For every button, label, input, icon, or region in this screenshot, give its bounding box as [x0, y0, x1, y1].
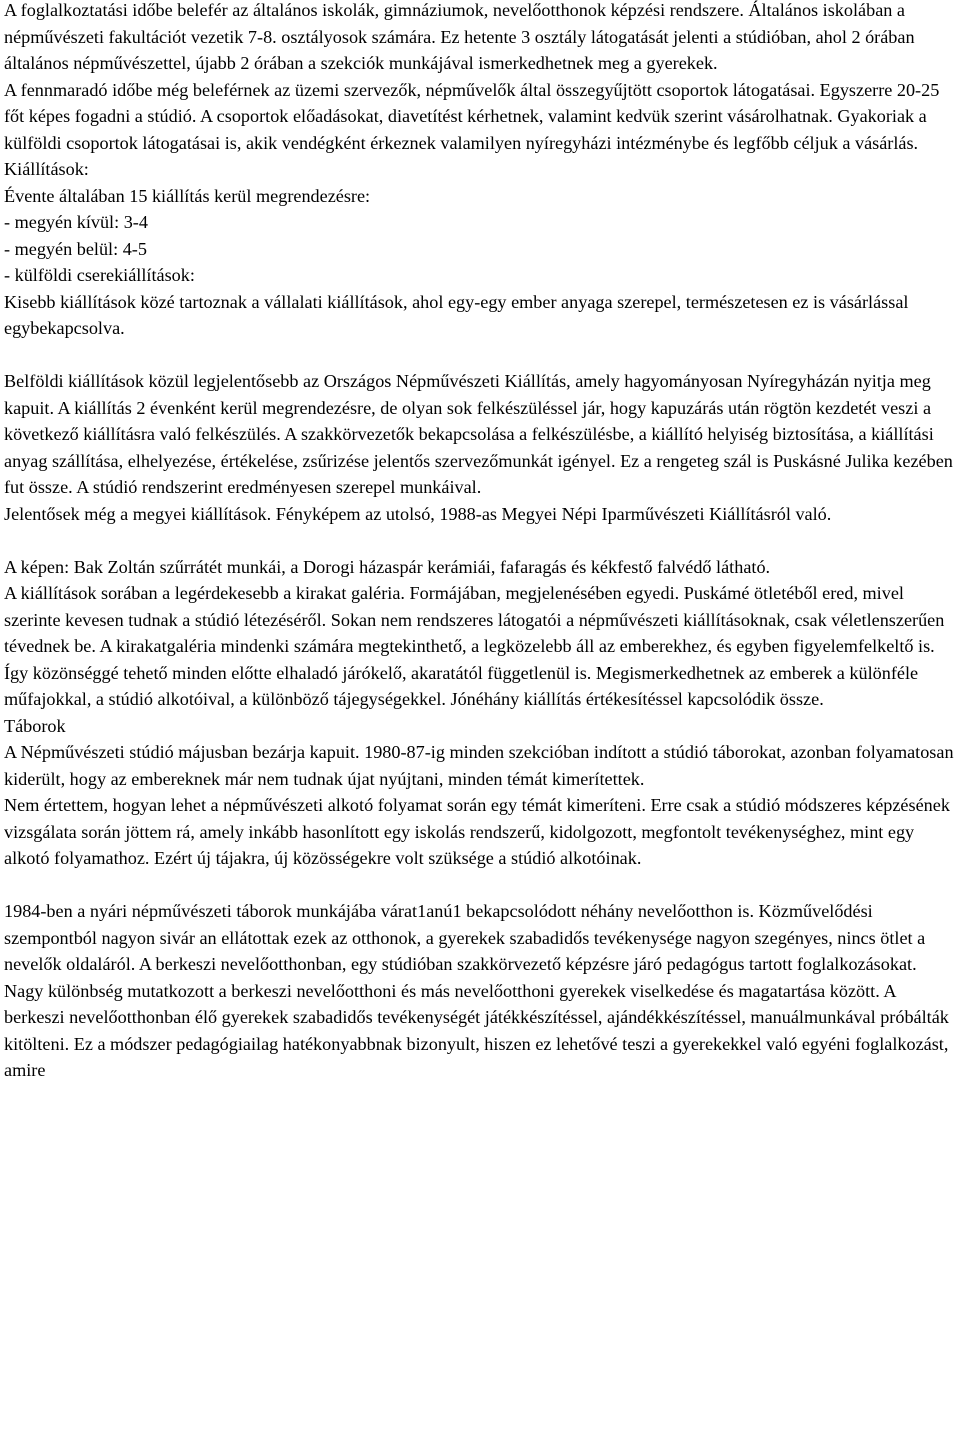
paragraph-megyei-kiallitasok: Jelentősek még a megyei kiállítások. Fényképem az utolsó, 1988-as Megyei Népi Iparművészeti Kiállításról való.: [4, 503, 832, 524]
paragraph-majusban-bezarja: A Népművészeti stúdió májusban bezárja kapuit. 1980-87-ig minden szekcióban indított a stúdió táborokat, azonban folyamatosan kiderült, hogy az embereknek már nem tudnak újat nyújtani, minden témát kimerítettek.: [4, 742, 954, 789]
list-item-megyen-belul: - megyén belül: 4-5: [4, 238, 147, 259]
paragraph-spacer: [4, 872, 958, 899]
paragraph-1984-ben: 1984-ben a nyári népművészeti táborok munkájába várat1anú1 bekapcsolódott néhány nevelőotthon is. Közművelődési szempontból nagyon sivár an ellátottak ezek az otthonok, a gyerekek szabadidős tevékenysége nagyon szegényes, nincs ötlet a nevelők oldaláról. A berkeszi nevelőotthonban, egy stúdióban szakkörvezető képzésre járó pedagógus tartott foglalkozásokat. Nagy különbség mutatkozott a berkeszi nevelőotthoni és más nevelőotthoni gyerekek viselkedése és magatartása között. A berkeszi nevelőotthonban élő gyerekek szabadidős tevékenységét játékkészítéssel, ajándékkészítéssel, manuálmunkával próbálták kitölteni. Ez a módszer pedagógiailag hatékonyabbnak bizonyult, hiszen ez lehetővé teszi a gyerekekkel való egyéni foglalkozást, amire: [4, 901, 949, 1080]
paragraph-kisebb-kiallitasok: Kisebb kiállítások közé tartoznak a vállalati kiállítások, ahol egy-egy ember anyaga szerepel, természetesen ez is vásárlással egybekapcsolva.: [4, 291, 909, 338]
paragraph-nem-ertettem: Nem értettem, hogyan lehet a népművészeti alkotó folyamat során egy témát kimeríteni. Erre csak a stúdió módszeres képzésének vizsgálata során jöttem rá, amely inkább hasonlított egy iskolás rendszerű, kidolgozott, megfontolt tevékenységhez, mint egy alkotó folyamathoz. Ezért új tájakra, új közösségekre volt szüksége a stúdió alkotóinak.: [4, 795, 950, 868]
list-item-megyen-kivul: - megyén kívül: 3-4: [4, 212, 148, 232]
paragraph-kirakat-galeria: A kiállítások sorában a legérdekesebb a kirakat galéria. Formájában, megjelenésében egyedi. Puskámé ötletéből ered, mivel szerinte kevesen tudnak a stúdió létezéséről. Sokan nem rendszeres látogatói a népművészeti kiállításoknak, csak véletlenszerűen tévednek be. A kirakatgaléria mindenki számára megtekinthető, a legközelebb áll az emberekhez, és egyben figyelemfelkeltő is. Így közönséggé tehető minden előtte elhaladó járókelő, akaratától függetlenül is. Megismerkedhetnek az emberek a különféle műfajokkal, a stúdió alkotóival, a különböző tájegységekkel. Jónéhány kiállítás értékesítéssel kapcsolódik össze.: [4, 583, 945, 709]
heading-kiallitasok: Kiállítások:: [4, 159, 89, 179]
line-evente-kiallitas: Évente általában 15 kiállítás kerül megrendezésre:: [4, 185, 371, 206]
paragraph-belfoldi-kiallitasok: Belföldi kiállítások közül legjelentősebb az Országos Népművészeti Kiállítás, amely hagyományosan Nyíregyházán nyitja meg kapuit. A kiállítás 2 évenként kerül megrendezésre, de olyan sok felkészüléssel jár, hogy kapuzárás után rögtön kezdetét veszi a következő kiállításra való felkészülés. A szakkörvezetők bekapcsolása a felkészülésbe, a kiállító helyiség biztosítása, a kiállítási anyag szállítása, elhelyezése, értékelése, zsűrizése jelentős szervezőmunkát igényel. Ez a rengeteg szál is Puskásné Julika kezében fut össze. A stúdió rendszerint eredményesen szerepel munkáival.: [4, 371, 953, 497]
paragraph-spacer: [4, 342, 958, 369]
paragraph-spacer: [4, 527, 958, 554]
paragraph-csoportok-latogatasai: A fennmaradó időbe még beleférnek az üzemi szervezők, népművelők által összegyűjtött csoportok látogatásai. Egyszerre 20-25 főt képes fogadni a stúdió. A csoportok előadásokat, diavetítést kérhetnek, valamint kedvük szerint vásárolhatnak. Gyakoriak a külföldi csoportok látogatásai is, akik vendégként érkeznek valamilyen nyíregyházi intézménybe és legfőbb céljuk a vásárlás.: [4, 79, 940, 153]
paragraph-kepen: A képen: Bak Zoltán szűrrátét munkái, a Dorogi házaspár kerámiái, fafaragás és kékfestő falvédő látható.: [4, 556, 771, 577]
heading-taborok: Táborok: [4, 715, 66, 736]
list-item-kulfoldi: - külföldi cserekiállítások:: [4, 265, 195, 285]
paragraph-foglalkoztatasi-ido: A foglalkoztatási időbe belefér az általános iskolák, gimnáziumok, nevelőotthonok képzési rendszere. Általános iskolában a népművészeti fakultációt vezetik 7-8. osztályosok számára. Ez hetente 3 osztály látogatását jelenti a stúdióban, ahol 2 órában általános népművészettel, újabb 2 órában a szekciók munkájával ismerkedhetnek meg a gyerekek.: [4, 0, 915, 73]
